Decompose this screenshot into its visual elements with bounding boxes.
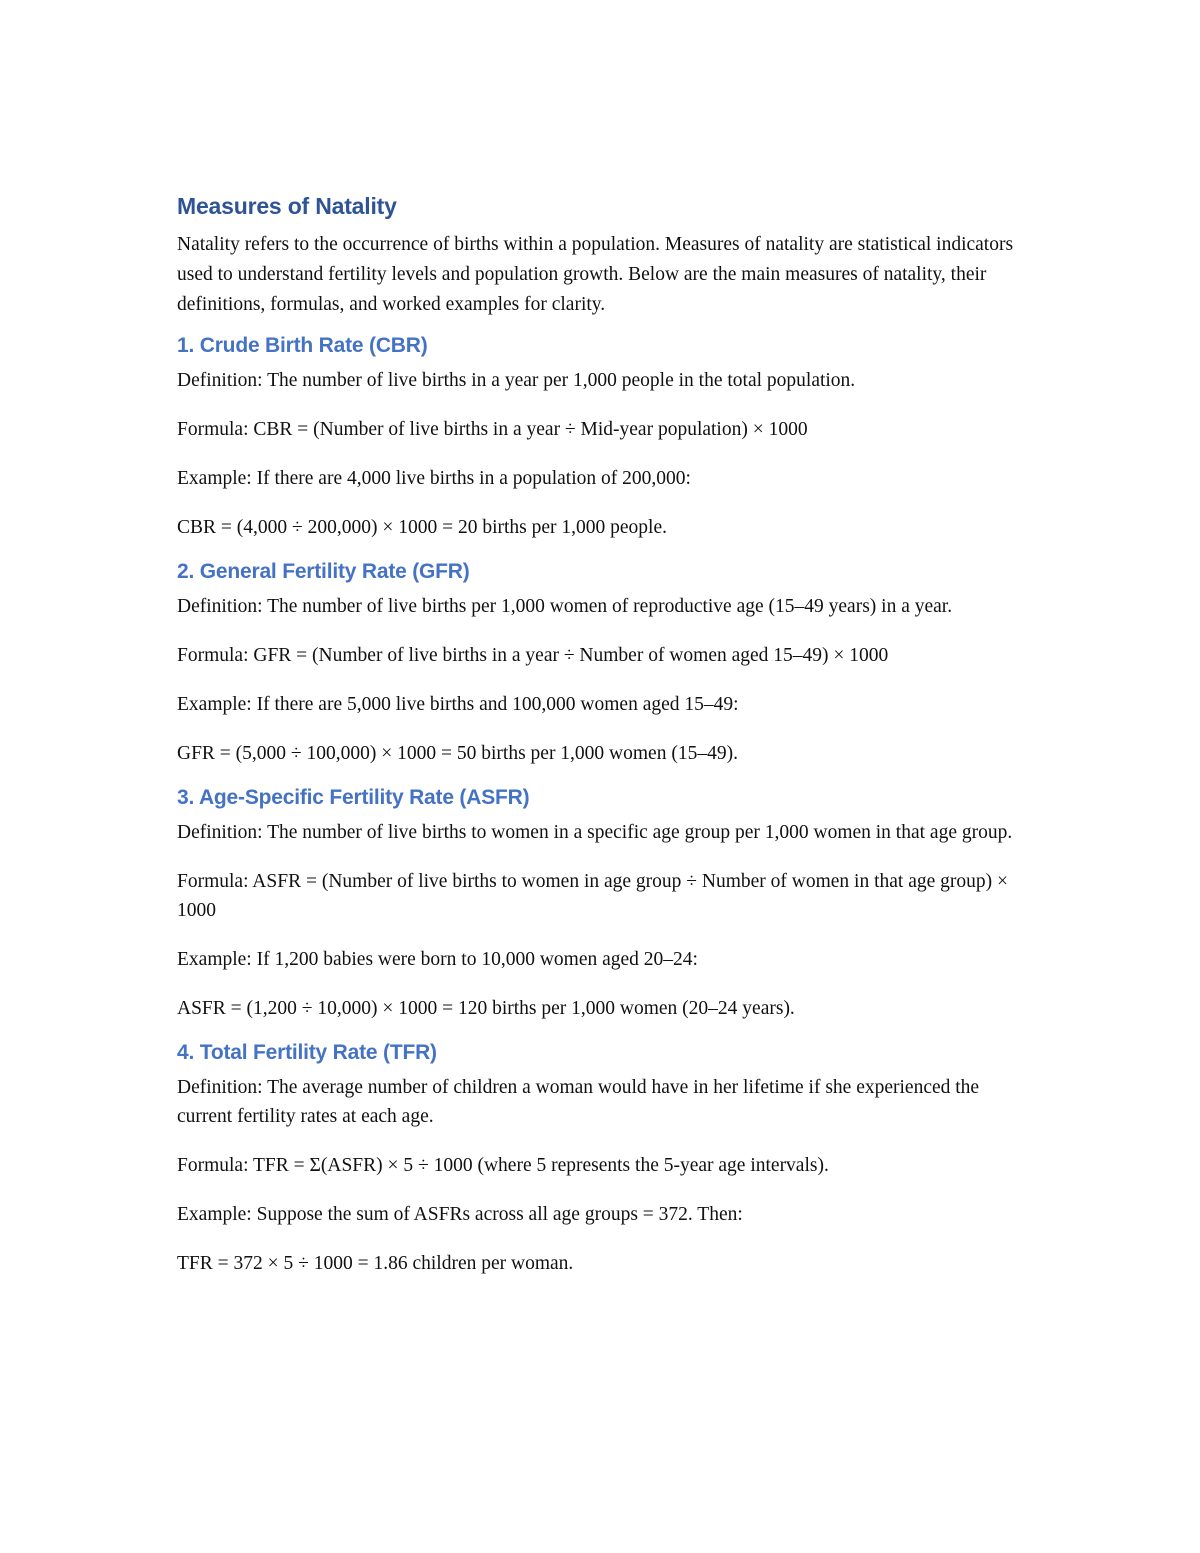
section-crude-birth-rate [177,330,1027,542]
definition-text: Definition: The number of live births per 1,000 women of reproductive age (15–49 years) in a year. [177,596,953,617]
formula-text: Formula: GFR = (Number of live births in a year ÷ Number of women aged 15–49) × 1000 [177,645,889,666]
example-text: Example: Suppose the sum of ASFRs across all age groups = 372. Then: [177,1204,743,1225]
section-age-specific-fertility-rate [177,782,1027,1023]
section-heading: 2. General Fertility Rate (GFR) [177,560,470,583]
example-text: Example: If there are 5,000 live births and 100,000 women aged 15–49: [177,694,739,715]
intro-paragraph: Natality refers to the occurrence of births within a population. Measures of natality are statistical indicators used to understand fertility levels and population growth. Below are the main measures of natality, their definitions, formulas, and worked examples for clarity. [177,234,1014,315]
definition-text: Definition: The number of live births in a year per 1,000 people in the total population. [177,370,856,391]
document-page [177,190,1027,1292]
section-heading: 3. Age-Specific Fertility Rate (ASFR) [177,786,530,809]
example-text: Example: If 1,200 babies were born to 10,000 women aged 20–24: [177,949,698,970]
formula-text: Formula: ASFR = (Number of live births to women in age group ÷ Number of women in that age group) × 1000 [177,871,1008,921]
formula-text: Formula: TFR = Σ(ASFR) × 5 ÷ 1000 (where 5 represents the 5-year age intervals). [177,1155,829,1176]
section-heading: 4. Total Fertility Rate (TFR) [177,1041,437,1064]
section-heading: 1. Crude Birth Rate (CBR) [177,334,428,357]
document-title: Measures of Natality [177,193,397,219]
formula-text: Formula: CBR = (Number of live births in a year ÷ Mid-year population) × 1000 [177,419,808,440]
definition-text: Definition: The average number of children a woman would have in her lifetime if she experienced the current fertility rates at each age. [177,1077,980,1127]
section-total-fertility-rate [177,1037,1027,1278]
definition-text: Definition: The number of live births to women in a specific age group per 1,000 women in that age group. [177,822,1013,843]
result-text: TFR = 372 × 5 ÷ 1000 = 1.86 children per woman. [177,1253,574,1274]
result-text: ASFR = (1,200 ÷ 10,000) × 1000 = 120 births per 1,000 women (20–24 years). [177,998,795,1019]
result-text: CBR = (4,000 ÷ 200,000) × 1000 = 20 births per 1,000 people. [177,517,667,538]
section-general-fertility-rate [177,556,1027,768]
example-text: Example: If there are 4,000 live births in a population of 200,000: [177,468,691,489]
result-text: GFR = (5,000 ÷ 100,000) × 1000 = 50 births per 1,000 women (15–49). [177,743,738,764]
